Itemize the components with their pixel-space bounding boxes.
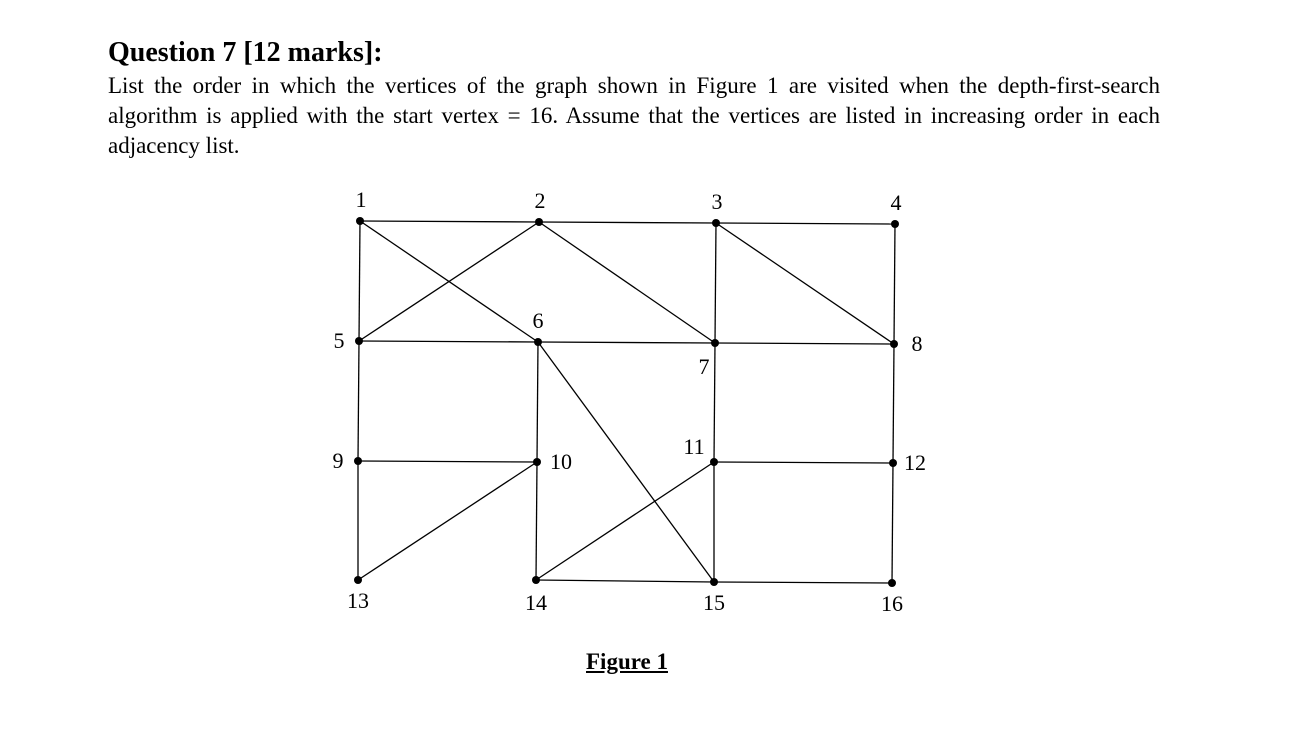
vertex-label-4: 4 xyxy=(890,190,902,215)
vertex-label-8: 8 xyxy=(911,331,923,356)
edge-2-7 xyxy=(539,222,715,343)
edge-14-15 xyxy=(536,580,714,582)
edge-4-8 xyxy=(894,224,895,344)
vertex-5 xyxy=(355,337,363,345)
edge-5-6 xyxy=(359,341,538,342)
vertex-3 xyxy=(712,219,720,227)
edge-2-3 xyxy=(539,222,716,223)
vertex-label-10: 10 xyxy=(550,449,572,474)
vertex-label-11: 11 xyxy=(683,434,705,459)
vertex-label-14: 14 xyxy=(525,590,547,615)
vertex-6 xyxy=(534,338,542,346)
vertex-16 xyxy=(888,579,896,587)
vertex-label-15: 15 xyxy=(703,590,725,615)
vertex-2 xyxy=(535,218,543,226)
vertex-11 xyxy=(710,458,718,466)
vertex-10 xyxy=(533,458,541,466)
vertex-14 xyxy=(532,576,540,584)
vertex-label-7: 7 xyxy=(698,354,710,379)
edge-10-13 xyxy=(358,462,537,580)
figure-caption: Figure 1 xyxy=(586,649,668,674)
vertex-label-1: 1 xyxy=(355,187,367,212)
vertex-label-5: 5 xyxy=(333,328,345,353)
vertex-label-13: 13 xyxy=(347,588,369,613)
edge-3-8 xyxy=(716,223,894,344)
edge-8-12 xyxy=(893,344,894,463)
edge-7-8 xyxy=(715,343,894,344)
vertex-label-9: 9 xyxy=(332,448,344,473)
edge-11-14 xyxy=(536,462,714,580)
edge-1-5 xyxy=(359,221,360,341)
vertex-label-12: 12 xyxy=(904,450,926,475)
edge-7-11 xyxy=(714,343,715,462)
vertex-9 xyxy=(354,457,362,465)
edge-11-12 xyxy=(714,462,893,463)
edge-5-9 xyxy=(358,341,359,461)
edge-3-4 xyxy=(716,223,895,224)
vertex-label-3: 3 xyxy=(711,189,723,214)
vertex-1 xyxy=(356,217,364,225)
edge-1-2 xyxy=(360,221,539,222)
graph-vertex-labels xyxy=(333,187,927,616)
edge-9-10 xyxy=(358,461,537,462)
edge-15-16 xyxy=(714,582,892,583)
vertex-15 xyxy=(710,578,718,586)
vertex-13 xyxy=(354,576,362,584)
vertex-4 xyxy=(891,220,899,228)
vertex-label-6: 6 xyxy=(532,308,544,333)
vertex-12 xyxy=(889,459,897,467)
edge-6-7 xyxy=(538,342,715,343)
vertex-label-2: 2 xyxy=(534,188,546,213)
vertex-7 xyxy=(711,339,719,347)
edge-2-5 xyxy=(359,222,539,341)
vertex-label-16: 16 xyxy=(881,591,903,616)
question-text: List the order in which the vertices of the graph shown in Figure 1 are visited when the depth-first-search algorithm is applied with the start vertex = 16. Assume that the vertices are listed in increasing order in each adjacency list. xyxy=(108,73,1160,158)
question-title: Question 7 [12 marks]: xyxy=(108,37,383,68)
edge-3-7 xyxy=(715,223,716,343)
edge-6-10 xyxy=(537,342,538,462)
graph-edges xyxy=(358,221,895,583)
vertex-8 xyxy=(890,340,898,348)
edge-12-16 xyxy=(892,463,893,583)
edge-10-14 xyxy=(536,462,537,580)
